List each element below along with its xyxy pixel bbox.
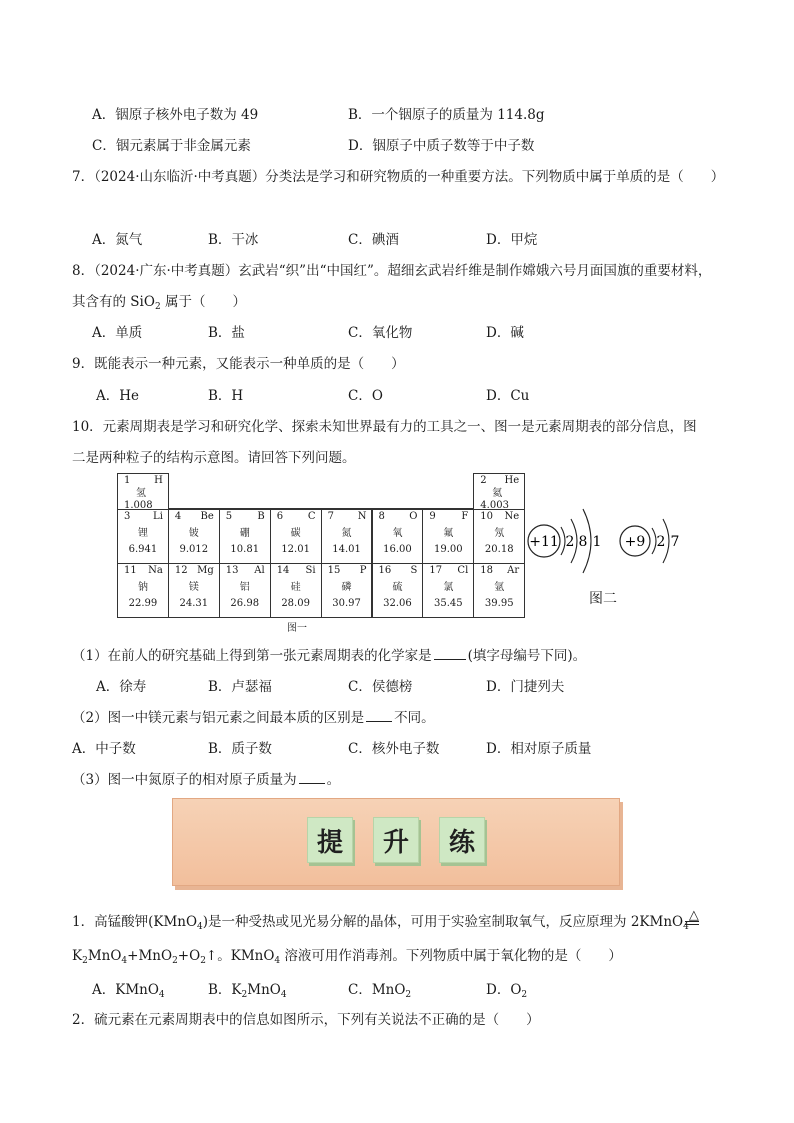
q7-option-d: D．甲烷 <box>486 232 538 248</box>
element-symbol: O <box>409 511 418 522</box>
atomic-mass: 35.45 <box>434 598 463 609</box>
q10-sub2-option-c: C．核外电子数 <box>348 741 440 757</box>
atomic-number: 11 <box>124 565 137 576</box>
atomic-mass: 26.98 <box>230 598 260 609</box>
atomic-number: 8 <box>378 511 385 522</box>
q6-option-a: A．铟原子核外电子数为 49 <box>92 107 259 123</box>
atomic-mass: 12.01 <box>281 544 310 555</box>
p1-stem-line1: 1．高锰酸钾(KMnO$_4$)是一种受热或见光易分解的晶体，可用于实验室制取氧气，反应原理为 2KMnO$_4$△ <box>72 908 699 932</box>
q10-sub2-option-b: B．质子数 <box>208 741 272 757</box>
element-name: 氢 <box>136 487 146 499</box>
element-name: 氯 <box>443 581 454 593</box>
atom1-shell-2: 8 <box>578 534 588 550</box>
element-name: 磷 <box>341 581 352 593</box>
element-cell-si <box>270 563 322 618</box>
figure-two-caption: 图二 <box>589 591 617 607</box>
atomic-number: 4 <box>174 511 182 522</box>
q9-option-a: A．He <box>96 388 140 404</box>
answer-blank[interactable] <box>366 709 392 722</box>
atomic-mass: 9.012 <box>179 544 209 555</box>
element-cell-s <box>372 563 424 618</box>
element-symbol: H <box>154 475 163 486</box>
element-cell-f <box>422 509 474 564</box>
element-cell-be <box>168 509 220 564</box>
element-symbol: F <box>461 511 469 522</box>
element-name: 硫 <box>392 581 403 593</box>
element-cell-n <box>321 509 373 564</box>
element-symbol: He <box>504 475 520 486</box>
banner-char-3: 练 <box>439 817 485 863</box>
atomic-number: 17 <box>429 565 443 576</box>
element-cell-b <box>219 509 271 564</box>
element-cell-he <box>473 473 525 510</box>
q10-sub2: （2）图一中镁元素与铝元素之间最本质的区别是 不同。 <box>72 710 435 726</box>
atom2-shell-2: 7 <box>670 534 680 550</box>
q8-option-b: B．盐 <box>208 325 245 341</box>
q9-option-d: D．Cu <box>486 388 530 404</box>
element-name: 钠 <box>137 581 148 593</box>
q7-stem: 7．（2024·山东临沂·中考真题）分类法是学习和研究物质的一种重要方法。下列物质中属于单质的是（ ） <box>72 169 725 185</box>
q9-stem: 9．既能表示一种元素，又能表示一种单质的是（ ） <box>72 356 405 372</box>
element-cell-ar <box>473 563 525 618</box>
q7-option-c: C．碘酒 <box>348 232 399 248</box>
element-symbol: N <box>357 511 367 522</box>
atom1-shell-1: 2 <box>565 534 575 550</box>
q9-option-c: C．O <box>348 388 383 404</box>
q10-sub1-option-a: A．徐寿 <box>96 679 147 695</box>
element-cell-c <box>270 509 322 564</box>
element-name: 铝 <box>239 581 250 593</box>
q10-sub1-option-d: D．门捷列夫 <box>486 679 565 695</box>
element-name: 硅 <box>290 581 301 593</box>
q10-sub1-option-c: C．侯德榜 <box>348 679 413 695</box>
element-symbol: Be <box>200 511 214 522</box>
element-name: 氧 <box>392 527 403 539</box>
element-name: 锂 <box>137 527 148 539</box>
atomic-mass: 28.09 <box>281 598 310 609</box>
atomic-mass: 1.008 <box>124 500 153 511</box>
element-name: 氦 <box>492 487 503 499</box>
atomic-number: 16 <box>378 565 392 576</box>
q6-option-c: C．铟元素属于非金属元素 <box>92 138 251 154</box>
element-name: 氮 <box>341 527 352 539</box>
p1-option-c: C．MnO$_2$ <box>348 982 412 1000</box>
q6-option-b: B．一个铟原子的质量为 114.8g <box>348 107 545 123</box>
sodium-atom-diagram <box>528 509 601 573</box>
atomic-number: 13 <box>225 565 239 576</box>
element-symbol: Li <box>153 511 163 522</box>
element-cell-na <box>117 563 169 618</box>
element-cell-h <box>117 473 169 510</box>
element-symbol: Cl <box>457 565 469 576</box>
element-cell-li <box>117 509 169 564</box>
answer-blank[interactable] <box>299 771 325 784</box>
atomic-mass: 16.00 <box>383 544 412 555</box>
element-cell-o <box>372 509 424 564</box>
atom1-shell-3: 1 <box>592 534 602 550</box>
atomic-mass: 14.01 <box>332 544 361 555</box>
element-cell-mg <box>168 563 220 618</box>
atomic-number: 10 <box>480 511 494 522</box>
element-name: 氩 <box>494 581 505 593</box>
element-symbol: S <box>410 565 418 576</box>
element-name: 镁 <box>188 581 199 593</box>
element-symbol: Ne <box>504 511 520 522</box>
atomic-number: 9 <box>429 511 436 522</box>
element-symbol: Al <box>254 565 265 576</box>
atomic-mass: 22.99 <box>128 598 158 609</box>
element-symbol: Ar <box>507 565 520 576</box>
q6-option-d: D．铟原子中质子数等于中子数 <box>348 138 535 154</box>
atomic-number: 5 <box>225 511 233 522</box>
element-symbol: Na <box>148 565 163 576</box>
element-cell-cl <box>422 563 474 618</box>
element-name: 硼 <box>239 527 250 539</box>
p1-option-d: D．$O_2$ <box>486 982 528 1000</box>
q9-option-b: B．H <box>208 388 244 404</box>
q8-option-d: D．碱 <box>486 325 524 341</box>
element-cell-ne <box>473 509 525 564</box>
atomic-number: 7 <box>327 511 334 522</box>
atom2-nucleus: +9 <box>624 534 646 550</box>
fluorine-atom-diagram <box>620 519 679 563</box>
atomic-number: 3 <box>124 511 131 522</box>
atomic-mass: 20.18 <box>484 544 514 555</box>
q8-stem-line2: 其含有的 SiO$_2$ 属于（ ） <box>72 294 246 312</box>
element-name: 碳 <box>290 527 301 539</box>
element-symbol: Mg <box>197 565 214 576</box>
element-name: 铍 <box>188 527 199 539</box>
atomic-number: 15 <box>327 565 341 576</box>
element-symbol: C <box>307 511 316 522</box>
periodic-table <box>117 473 524 617</box>
q10-sub1-option-b: B．卢瑟福 <box>208 679 272 695</box>
p1-option-b: B．$K_2MnO_4$ <box>208 982 287 1000</box>
atomic-number: 12 <box>174 565 188 576</box>
atomic-mass: 4.003 <box>480 500 509 511</box>
element-symbol: P <box>359 565 367 576</box>
element-symbol: Si <box>305 565 316 576</box>
atomic-number: 2 <box>480 475 487 486</box>
element-cell-p <box>321 563 373 618</box>
p2-stem: 2．硫元素在元素周期表中的信息如图所示，下列有关说法不正确的是（ ） <box>72 1012 540 1028</box>
q10-sub2-option-a: A．中子数 <box>72 741 136 757</box>
answer-blank[interactable] <box>434 647 466 660</box>
element-name: 氖 <box>494 527 505 539</box>
element-cell-al <box>219 563 271 618</box>
q10-stem-line1: 10．元素周期表是学习和研究化学、探索未知世界最有力的工具之一、图一是元素周期表的部分信息，图 <box>72 419 697 435</box>
q7-option-b: B．干冰 <box>208 232 259 248</box>
q10-sub1: （1）在前人的研究基础上得到第一张元素周期表的化学家是 (填字母编号下同)。 <box>72 648 587 664</box>
figure-one-caption: 图一 <box>287 623 307 634</box>
q8-option-c: C．氧化物 <box>348 325 413 341</box>
q7-option-a: A．氮气 <box>92 232 143 248</box>
atomic-mass: 32.06 <box>383 598 412 609</box>
q8-stem-line1: 8．（2024·广东·中考真题）玄武岩“织”出“中国红”。超细玄武岩纤维是制作嫦娥六号月面国旗的重要材料， <box>72 263 712 279</box>
banner-char-1: 提 <box>307 817 353 863</box>
atomic-mass: 19.00 <box>434 544 463 555</box>
q10-sub3: （3）图一中氮原子的相对原子质量为 。 <box>72 772 341 788</box>
heat-condition-sign: △ <box>688 908 699 923</box>
atomic-mass: 39.95 <box>484 598 514 609</box>
atomic-mass: 30.97 <box>332 598 361 609</box>
atom2-shell-1: 2 <box>656 534 666 550</box>
atomic-mass: 6.941 <box>128 544 158 555</box>
p1-stem-line2: $K_2MnO_4+MnO_2+O_2↑$。KMnO$_4$ 溶液可用作消毒剂。下列物质中属于氧化物的是（ ） <box>72 948 622 966</box>
element-symbol: B <box>257 511 265 522</box>
q8-option-a: A．单质 <box>92 325 143 341</box>
banner-char-2: 升 <box>373 817 419 863</box>
q10-stem-line2: 二是两种粒子的结构示意图。请回答下列问题。 <box>72 450 356 466</box>
atomic-mass: 10.81 <box>230 544 260 555</box>
table-top-edge <box>168 473 474 509</box>
atom-structure-diagrams <box>525 495 705 595</box>
atomic-number: 14 <box>276 565 290 576</box>
section-banner <box>172 798 620 886</box>
atom1-nucleus: +11 <box>529 534 559 550</box>
atomic-mass: 24.31 <box>179 598 209 609</box>
atomic-number: 1 <box>124 475 131 486</box>
p1-option-a: A．KMnO$_4$ <box>92 982 165 1000</box>
atomic-number: 18 <box>480 565 494 576</box>
atomic-number: 6 <box>276 511 284 522</box>
element-name: 氟 <box>443 527 454 539</box>
q10-sub2-option-d: D．相对原子质量 <box>486 741 592 757</box>
